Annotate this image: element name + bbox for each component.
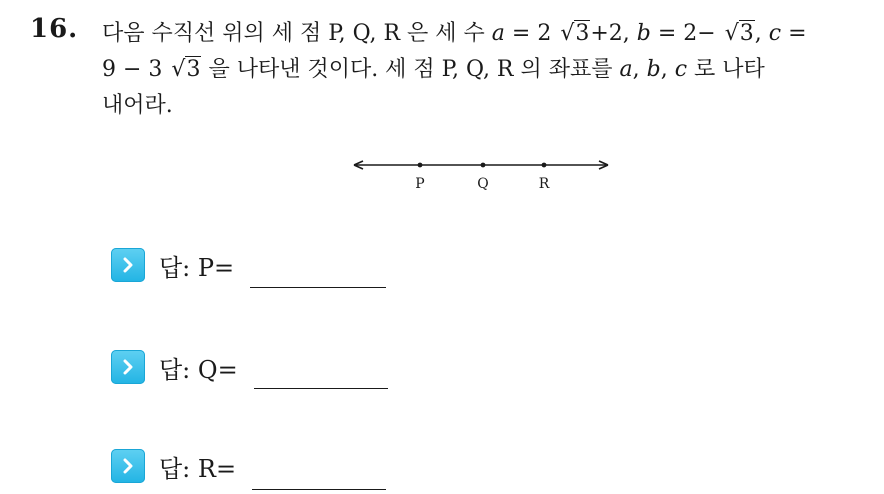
answer-r-button[interactable]: [111, 449, 145, 483]
answer-p-blank[interactable]: [250, 287, 386, 288]
question-line-2-text: 을 나타낸 것이다. 세 점 P, Q, R 의 좌표를: [201, 57, 620, 82]
question-text: [102, 16, 872, 124]
question-number: 16.: [30, 14, 79, 44]
b-equals: = 2−: [650, 21, 723, 46]
var-c: c: [674, 57, 688, 82]
point-q-dot: [481, 163, 486, 168]
var-b: b: [636, 21, 651, 46]
point-p-dot: [418, 163, 423, 168]
answer-row-r: [111, 446, 236, 486]
radicand: 3: [739, 21, 754, 46]
sqrt-3-b: √3: [724, 21, 754, 46]
answer-q-button[interactable]: [111, 350, 145, 384]
answer-r-label: 답: R=: [159, 454, 237, 483]
answer-q-label: 답: Q=: [159, 355, 238, 384]
c-value-prefix: 9 − 3: [102, 57, 170, 82]
question-line-1: [102, 16, 872, 52]
point-p-label: P: [415, 176, 425, 192]
chevron-right-icon: [119, 256, 137, 274]
question-line-3: 내어라.: [102, 93, 173, 118]
b-suffix: ,: [754, 21, 769, 46]
radicand: 3: [575, 21, 590, 46]
var-a: a: [491, 21, 505, 46]
var-b: b: [646, 57, 661, 82]
answer-r-blank[interactable]: [252, 489, 386, 490]
c-equals: =: [781, 21, 807, 46]
chevron-right-icon: [119, 457, 137, 475]
sqrt-3-c: √3: [171, 57, 201, 82]
answer-q-blank[interactable]: [254, 388, 388, 389]
comma: ,: [632, 57, 647, 82]
radicand: 3: [186, 57, 201, 82]
var-a: a: [619, 57, 633, 82]
point-q-label: Q: [477, 176, 489, 192]
question-line-2-tail: 로 나타: [687, 57, 765, 82]
point-r-dot: [542, 163, 547, 168]
number-line: [350, 150, 612, 200]
a-equals: = 2: [504, 21, 559, 46]
var-c: c: [768, 21, 782, 46]
answer-p-label: 답: P=: [159, 253, 235, 282]
answer-p-button[interactable]: [111, 248, 145, 282]
question-line-2: [102, 52, 872, 88]
point-r-label: R: [538, 176, 550, 192]
sqrt-3-a: √3: [560, 21, 590, 46]
question-line-1-prefix: 다음 수직선 위의 세 점 P, Q, R 은 세 수: [102, 21, 492, 46]
answer-row-p: [111, 245, 234, 285]
comma: ,: [660, 57, 675, 82]
a-suffix: +2,: [590, 21, 637, 46]
chevron-right-icon: [119, 358, 137, 376]
answer-row-q: [111, 347, 238, 387]
